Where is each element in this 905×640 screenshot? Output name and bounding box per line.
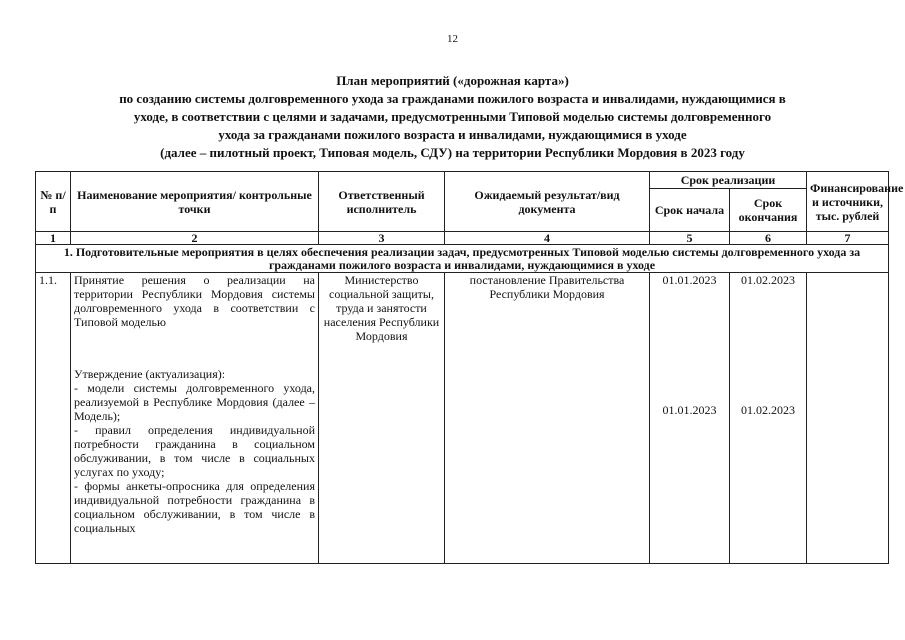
header-responsible: Ответственный исполнитель — [319, 172, 445, 232]
header-start: Срок начала — [650, 189, 730, 232]
title-line-1: План мероприятий («дорожная карта») — [336, 73, 569, 88]
title-line-3: уходе, в соответствии с целями и задачами, предусмотренными Типовой моделью системы долговременного — [133, 109, 772, 124]
measure-name-cell — [71, 273, 319, 564]
column-number: 2 — [71, 232, 319, 245]
header-row-1 — [36, 172, 889, 189]
header-finance: Финансирование и источники, тыс. рублей — [807, 172, 889, 232]
column-numbers-row — [36, 232, 889, 245]
document-title — [30, 72, 875, 162]
column-number: 4 — [445, 232, 650, 245]
measure-approval-item: - модели системы долговременного ухода, реализуемой в Республике Мордовия (далее – Модель); — [74, 381, 315, 423]
start-date: 01.01.2023 — [662, 273, 717, 287]
table-row — [36, 273, 889, 564]
measure-approval-heading: Утверждение (актуализация): — [74, 367, 226, 381]
title-line-5: (далее – пилотный проект, Типовая модель, СДУ) на территории Республики Мордовия в 2023 году — [160, 145, 745, 160]
header-period: Срок реализации — [650, 172, 807, 189]
responsible-executor: Министерство социальной защиты, труда и занятости населения Республики Мордовия — [319, 273, 445, 564]
expected-result: постановление Правительства Республики Мордовия — [445, 273, 650, 564]
measure-decision: Принятие решения о реализации на территории Республики Мордовия системы долговременного ухода в соответствии с Типовой моделью — [74, 273, 315, 329]
title-line-2: по созданию системы долговременного ухода за гражданами пожилого возраста и инвалидами, нуждающимися в — [119, 91, 786, 106]
section-title: 1. Подготовительные мероприятия в целях обеспечения реализации задач, предусмотренных Типовой моделью системы долговременного ухода за гражданами пожилого возраста и инвалидами, нуждающимися в уходе — [36, 245, 889, 273]
column-number: 7 — [807, 232, 889, 245]
measure-approval-item: - правил определения индивидуальной потребности гражданина в социальном обслуживании, в том числе в социальных услугах по уходу; — [74, 423, 315, 479]
measure-approval-item: - формы анкеты-опросника для определения индивидуальной потребности гражданина в социальном обслуживании, в том числе в социальных — [74, 479, 315, 535]
page-number: 12 — [447, 33, 458, 45]
roadmap-table — [35, 171, 904, 564]
header-name: Наименование мероприятия/ контрольные точки — [71, 172, 319, 232]
financing-cell — [807, 273, 889, 564]
title-line-4: ухода за гражданами пожилого возраста и инвалидами, нуждающимися в уходе — [218, 127, 687, 142]
section-row — [36, 245, 889, 273]
row-number: 1.1. — [36, 273, 71, 564]
header-num: № п/п — [36, 172, 71, 232]
start-date-cell — [650, 273, 730, 564]
start-date: 01.01.2023 — [662, 403, 717, 417]
column-number: 3 — [319, 232, 445, 245]
column-number: 5 — [650, 232, 730, 245]
end-date: 01.02.2023 — [741, 403, 795, 417]
end-date-cell — [730, 273, 807, 564]
column-number: 1 — [36, 232, 71, 245]
end-date: 01.02.2023 — [741, 273, 795, 287]
column-number: 6 — [730, 232, 807, 245]
header-end: Срок окончания — [730, 189, 807, 232]
header-result: Ожидаемый результат/вид документа — [445, 172, 650, 232]
